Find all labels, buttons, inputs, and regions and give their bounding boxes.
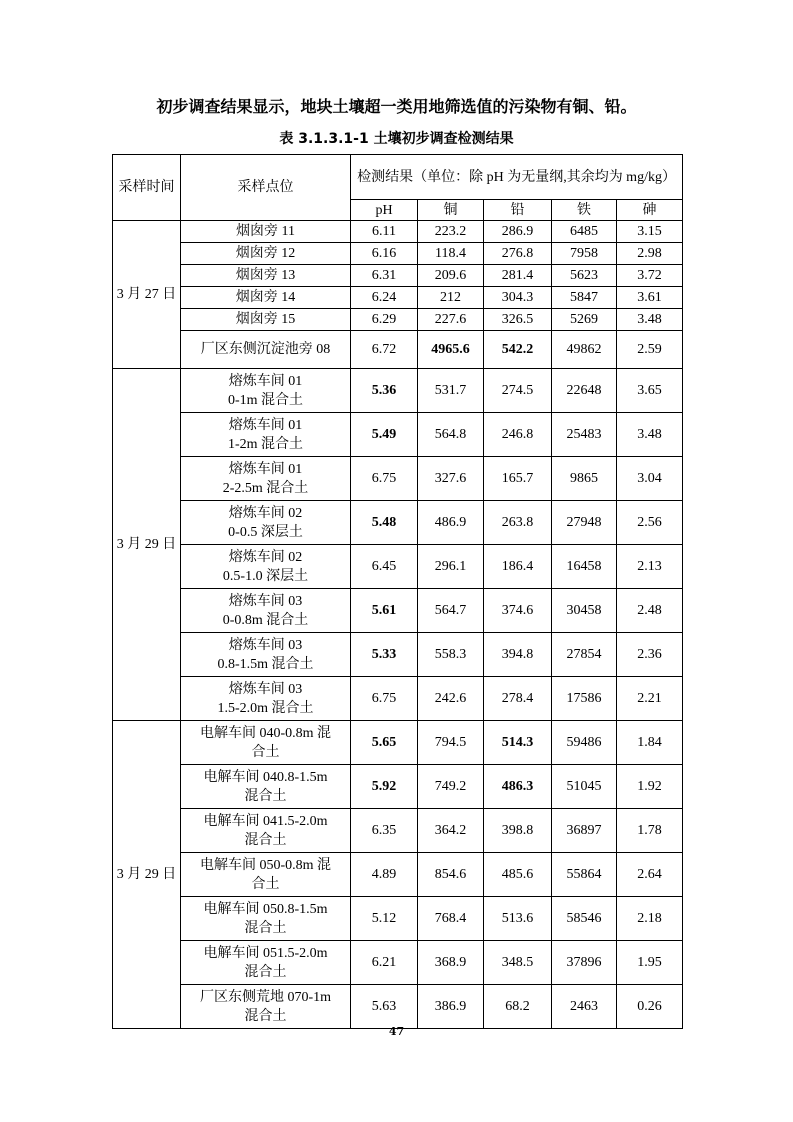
intro-paragraph: 初步调查结果显示，地块土壤超一类用地筛选值的污染物有铜、铅。 [156, 97, 637, 116]
sampling-point-cell [181, 677, 351, 721]
fe-value-cell: 9865 [552, 457, 617, 501]
fe-value-cell: 16458 [552, 545, 617, 589]
as-value-cell: 3.48 [617, 309, 683, 331]
sampling-point-line: 0-0.8m 混合土 [222, 612, 309, 628]
sampling-date-cell: 3 月 29 日 [113, 369, 181, 721]
ph-value-cell: 5.65 [351, 721, 418, 765]
sampling-point-line: 电解车间 040-0.8m 混 [199, 725, 332, 741]
fe-value-cell: 25483 [552, 413, 617, 457]
table-row [113, 633, 683, 677]
table-row [113, 985, 683, 1029]
ph-value-cell: 6.16 [351, 243, 418, 265]
as-value-cell: 1.78 [617, 809, 683, 853]
sampling-point-line: 1.5-2.0m 混合土 [217, 700, 314, 716]
fe-value-cell: 7958 [552, 243, 617, 265]
table-row [113, 457, 683, 501]
sampling-point-line: 烟囱旁 11 [236, 224, 295, 239]
ph-value-cell: 6.21 [351, 941, 418, 985]
pb-value-cell: 68.2 [484, 985, 552, 1029]
sampling-point-cell [181, 545, 351, 589]
pb-value-cell: 394.8 [484, 633, 552, 677]
fe-value-cell: 58546 [552, 897, 617, 941]
cu-value-cell: 768.4 [418, 897, 484, 941]
sampling-point-cell [181, 985, 351, 1029]
table-row [113, 287, 683, 309]
ph-value-cell: 6.75 [351, 677, 418, 721]
ph-value-cell: 5.12 [351, 897, 418, 941]
cu-value-cell: 749.2 [418, 765, 484, 809]
cu-value-cell: 212 [418, 287, 484, 309]
sampling-point-line: 熔炼车间 02 [228, 505, 303, 521]
ph-value-cell: 6.29 [351, 309, 418, 331]
fe-value-cell: 5269 [552, 309, 617, 331]
header-as: 砷 [617, 200, 683, 221]
table-row [113, 309, 683, 331]
sampling-point-line: 1-2m 混合土 [227, 436, 304, 452]
pb-value-cell: 274.5 [484, 369, 552, 413]
sampling-point-line: 电解车间 050-0.8m 混 [199, 857, 332, 873]
sampling-point-cell [181, 221, 351, 243]
ph-value-cell: 5.49 [351, 413, 418, 457]
sampling-point-line: 混合土 [244, 788, 287, 804]
ph-value-cell: 6.72 [351, 331, 418, 369]
cu-value-cell: 4965.6 [418, 331, 484, 369]
ph-value-cell: 6.31 [351, 265, 418, 287]
sampling-point-cell [181, 897, 351, 941]
ph-value-cell: 5.92 [351, 765, 418, 809]
fe-value-cell: 59486 [552, 721, 617, 765]
page-number: 47 [388, 1025, 405, 1038]
as-value-cell: 3.15 [617, 221, 683, 243]
ph-value-cell: 6.75 [351, 457, 418, 501]
fe-value-cell: 2463 [552, 985, 617, 1029]
table-row [113, 677, 683, 721]
ph-value-cell: 6.35 [351, 809, 418, 853]
table-row [113, 545, 683, 589]
sampling-point-line: 熔炼车间 03 [228, 593, 303, 609]
pb-value-cell: 374.6 [484, 589, 552, 633]
pb-value-cell: 246.8 [484, 413, 552, 457]
as-value-cell: 1.92 [617, 765, 683, 809]
table-row [113, 721, 683, 765]
header-pb: 铅 [484, 200, 552, 221]
sampling-point-cell [181, 501, 351, 545]
as-value-cell: 3.61 [617, 287, 683, 309]
fe-value-cell: 5847 [552, 287, 617, 309]
sampling-point-line: 熔炼车间 01 [228, 461, 303, 477]
cu-value-cell: 558.3 [418, 633, 484, 677]
pb-value-cell: 486.3 [484, 765, 552, 809]
sampling-point-cell [181, 765, 351, 809]
cu-value-cell: 368.9 [418, 941, 484, 985]
as-value-cell: 2.18 [617, 897, 683, 941]
table-row [113, 243, 683, 265]
pb-value-cell: 281.4 [484, 265, 552, 287]
table-row [113, 265, 683, 287]
as-value-cell: 2.48 [617, 589, 683, 633]
sampling-point-cell [181, 633, 351, 677]
as-value-cell: 2.36 [617, 633, 683, 677]
sampling-point-line: 0-1m 混合土 [227, 392, 304, 408]
pb-value-cell: 186.4 [484, 545, 552, 589]
sampling-point-line: 烟囱旁 15 [235, 312, 296, 327]
sampling-point-line: 厂区东侧沉淀池旁 08 [200, 342, 331, 357]
sampling-point-line: 混合土 [244, 964, 287, 980]
ph-value-cell: 6.45 [351, 545, 418, 589]
sampling-point-line: 熔炼车间 01 [228, 417, 303, 433]
sampling-point-line: 合土 [251, 876, 280, 892]
as-value-cell: 2.98 [617, 243, 683, 265]
pb-value-cell: 276.8 [484, 243, 552, 265]
sampling-point-line: 烟囱旁 13 [235, 268, 296, 283]
ph-value-cell: 6.24 [351, 287, 418, 309]
header-sampling-time: 采样时间 [113, 155, 181, 221]
sampling-point-line: 电解车间 041.5-2.0m [203, 813, 328, 829]
sampling-point-line: 烟囱旁 12 [235, 246, 296, 261]
table-row [113, 413, 683, 457]
sampling-point-cell [181, 809, 351, 853]
sampling-point-line: 电解车间 040.8-1.5m [203, 769, 328, 785]
sampling-point-cell [181, 721, 351, 765]
fe-value-cell: 17586 [552, 677, 617, 721]
pb-value-cell: 542.2 [484, 331, 552, 369]
ph-value-cell: 6.11 [351, 221, 418, 243]
soil-results-table [112, 154, 683, 1029]
cu-value-cell: 854.6 [418, 853, 484, 897]
header-fe: 铁 [552, 200, 617, 221]
sampling-point-line: 合土 [251, 744, 280, 760]
table-row [113, 331, 683, 369]
table-row [113, 941, 683, 985]
cu-value-cell: 227.6 [418, 309, 484, 331]
as-value-cell: 1.84 [617, 721, 683, 765]
fe-value-cell: 36897 [552, 809, 617, 853]
cu-value-cell: 486.9 [418, 501, 484, 545]
pb-value-cell: 326.5 [484, 309, 552, 331]
sampling-point-line: 0.8-1.5m 混合土 [217, 656, 314, 672]
fe-value-cell: 22648 [552, 369, 617, 413]
cu-value-cell: 364.2 [418, 809, 484, 853]
sampling-point-cell [181, 287, 351, 309]
sampling-point-cell [181, 941, 351, 985]
header-result: 检测结果（单位：除 pH 为无量纲,其余均为 mg/kg） [351, 155, 683, 200]
table-row [113, 809, 683, 853]
sampling-point-line: 厂区东侧荒地 070-1m [199, 989, 332, 1005]
cu-value-cell: 223.2 [418, 221, 484, 243]
as-value-cell: 2.59 [617, 331, 683, 369]
table-row [113, 765, 683, 809]
pb-value-cell: 348.5 [484, 941, 552, 985]
fe-value-cell: 27948 [552, 501, 617, 545]
as-value-cell: 2.56 [617, 501, 683, 545]
cu-value-cell: 531.7 [418, 369, 484, 413]
cu-value-cell: 564.7 [418, 589, 484, 633]
table-caption: 表 3.1.3.1-1 土壤初步调查检测结果 [279, 131, 514, 147]
sampling-point-cell [181, 413, 351, 457]
cu-value-cell: 296.1 [418, 545, 484, 589]
ph-value-cell: 4.89 [351, 853, 418, 897]
pb-value-cell: 513.6 [484, 897, 552, 941]
fe-value-cell: 6485 [552, 221, 617, 243]
fe-value-cell: 37896 [552, 941, 617, 985]
sampling-point-line: 混合土 [244, 832, 287, 848]
sampling-date-cell: 3 月 27 日 [113, 221, 181, 369]
pb-value-cell: 485.6 [484, 853, 552, 897]
as-value-cell: 2.64 [617, 853, 683, 897]
as-value-cell: 3.72 [617, 265, 683, 287]
pb-value-cell: 263.8 [484, 501, 552, 545]
as-value-cell: 3.48 [617, 413, 683, 457]
ph-value-cell: 5.36 [351, 369, 418, 413]
pb-value-cell: 514.3 [484, 721, 552, 765]
table-row [113, 369, 683, 413]
sampling-point-line: 0.5-1.0 深层土 [222, 568, 309, 584]
pb-value-cell: 286.9 [484, 221, 552, 243]
sampling-point-line: 熔炼车间 03 [228, 637, 303, 653]
cu-value-cell: 209.6 [418, 265, 484, 287]
sampling-point-cell [181, 457, 351, 501]
ph-value-cell: 5.63 [351, 985, 418, 1029]
pb-value-cell: 278.4 [484, 677, 552, 721]
sampling-point-cell [181, 853, 351, 897]
table-row [113, 589, 683, 633]
pb-value-cell: 304.3 [484, 287, 552, 309]
cu-value-cell: 794.5 [418, 721, 484, 765]
table-row [113, 853, 683, 897]
sampling-point-line: 电解车间 050.8-1.5m [203, 901, 328, 917]
table-row [113, 501, 683, 545]
fe-value-cell: 49862 [552, 331, 617, 369]
table-row [113, 897, 683, 941]
fe-value-cell: 51045 [552, 765, 617, 809]
sampling-point-line: 熔炼车间 02 [228, 549, 303, 565]
fe-value-cell: 30458 [552, 589, 617, 633]
cu-value-cell: 242.6 [418, 677, 484, 721]
sampling-point-line: 混合土 [244, 920, 287, 936]
fe-value-cell: 55864 [552, 853, 617, 897]
ph-value-cell: 5.33 [351, 633, 418, 677]
sampling-point-line: 熔炼车间 01 [228, 373, 303, 389]
header-cu: 铜 [418, 200, 484, 221]
as-value-cell: 2.21 [617, 677, 683, 721]
cu-value-cell: 564.8 [418, 413, 484, 457]
sampling-point-cell [181, 243, 351, 265]
cu-value-cell: 118.4 [418, 243, 484, 265]
fe-value-cell: 27854 [552, 633, 617, 677]
pb-value-cell: 165.7 [484, 457, 552, 501]
sampling-point-line: 2-2.5m 混合土 [222, 480, 309, 496]
fe-value-cell: 5623 [552, 265, 617, 287]
ph-value-cell: 5.61 [351, 589, 418, 633]
sampling-point-cell [181, 369, 351, 413]
cu-value-cell: 327.6 [418, 457, 484, 501]
sampling-point-line: 烟囱旁 14 [235, 290, 296, 305]
table-row [113, 221, 683, 243]
ph-value-cell: 5.48 [351, 501, 418, 545]
table-body [113, 221, 683, 1029]
sampling-point-line: 混合土 [244, 1008, 287, 1024]
sampling-point-cell [181, 309, 351, 331]
sampling-date-cell: 3 月 29 日 [113, 721, 181, 1029]
header-ph: pH [351, 200, 418, 221]
as-value-cell: 3.04 [617, 457, 683, 501]
sampling-point-line: 熔炼车间 03 [228, 681, 303, 697]
sampling-point-cell [181, 265, 351, 287]
as-value-cell: 3.65 [617, 369, 683, 413]
as-value-cell: 1.95 [617, 941, 683, 985]
sampling-point-cell [181, 331, 351, 369]
header-sampling-point: 采样点位 [181, 155, 351, 221]
sampling-point-line: 0-0.5 深层土 [228, 524, 303, 540]
sampling-point-line: 电解车间 051.5-2.0m [203, 945, 328, 961]
sampling-point-cell [181, 589, 351, 633]
cu-value-cell: 386.9 [418, 985, 484, 1029]
pb-value-cell: 398.8 [484, 809, 552, 853]
as-value-cell: 2.13 [617, 545, 683, 589]
as-value-cell: 0.26 [617, 985, 683, 1029]
